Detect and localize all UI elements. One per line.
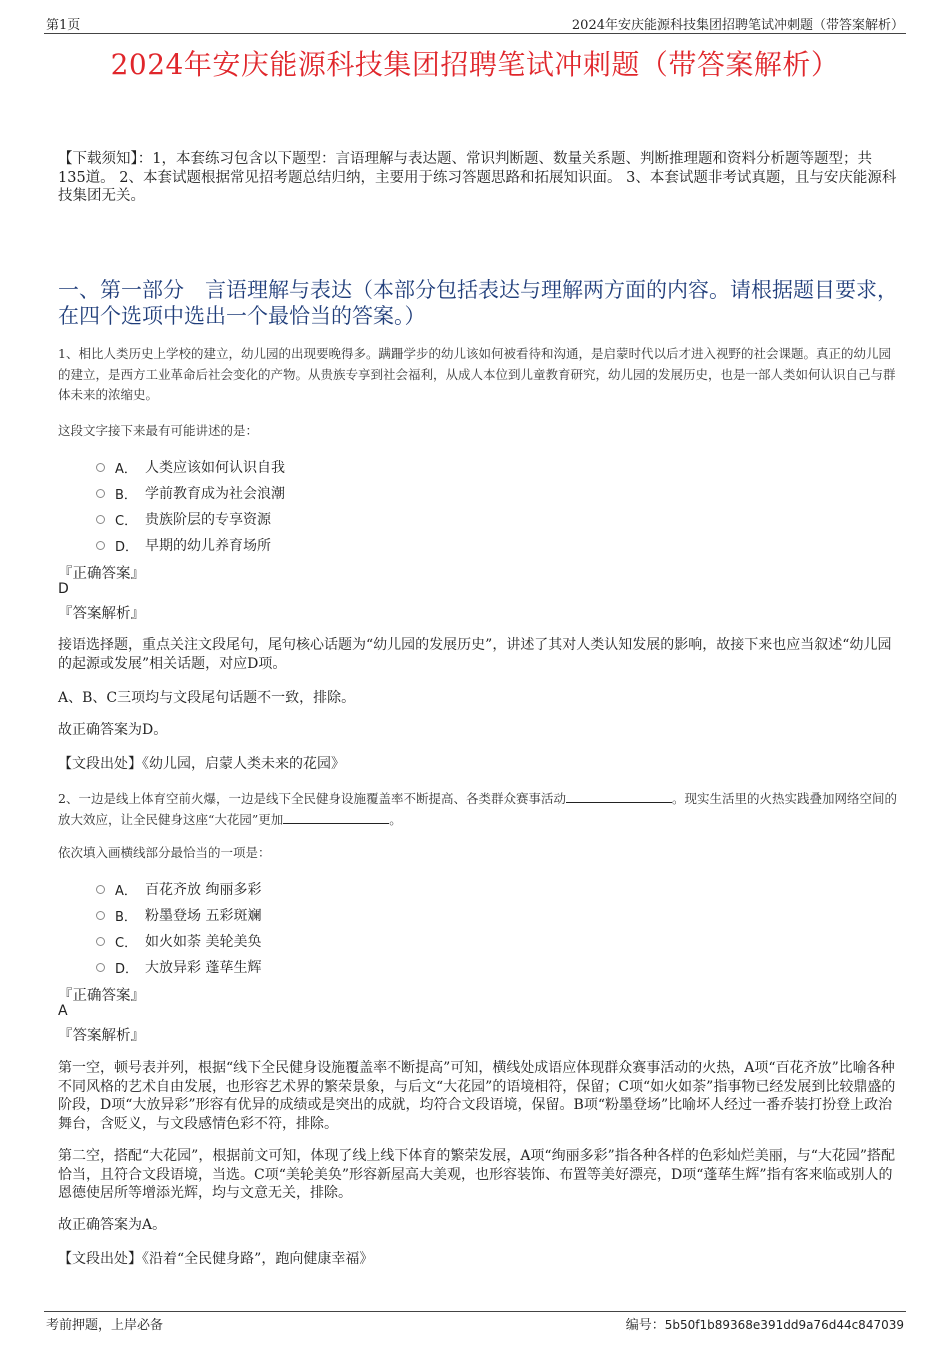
q2-prompt: 依次填入画横线部分最恰当的一项是： <box>58 845 271 860</box>
q1-analysis-3: 故正确答案为D。 <box>58 722 168 738</box>
q2-analysis-2: 第二空，搭配“大花园”，根据前文可知，体现了线上线下体育的繁荣发展，A项“绚丽多彩”指各种各样的色彩灿烂美丽，与“大花园”搭配恰当，且符合文段语境，当选。C项“美轮美奂”形容新屋高大美观，也形容装饰、布置等美好漂亮，D项“蓬荜生辉”指有客来临或别人的恩德使居所等增添光辉，均与文意无关，排除。 <box>58 1148 896 1201</box>
footer-slogan: 考前押题，上岸必备 <box>46 1318 164 1333</box>
footer-divider <box>44 1311 906 1312</box>
q1-option-d[interactable]: D． 早期的幼儿养育场所 <box>96 535 271 555</box>
q1-correct-answer: D <box>58 581 69 597</box>
q2-option-a[interactable]: A． 百花齐放 绚丽多彩 <box>96 879 261 899</box>
q1-source: 【文段出处】《幼儿园，启蒙人类未来的花园》 <box>58 756 345 772</box>
q2-stem: 2、一边是线上体育空前火爆，一边是线下全民健身设施覆盖率不断提高、各类群众赛事活动 。现实生活里的火热实践叠加网络空间的放大效应，让全民健身这座“大花园”更加 。 <box>58 791 897 827</box>
q2-source: 【文段出处】《沿着“全民健身路”，跑向健康幸福》 <box>58 1251 374 1267</box>
q2-correct-answer: A <box>58 1003 68 1019</box>
radio-icon[interactable] <box>96 515 105 524</box>
radio-icon[interactable] <box>96 937 105 946</box>
q1-analysis-1: 接语选择题，重点关注文段尾句，尾句核心话题为“幼儿园的发展历史”，讲述了其对人类认知发展的影响，故接下来也应当叙述“幼儿园的起源或发展”相关话题，对应D项。 <box>58 637 892 672</box>
download-notice: 【下载须知】：1，本套练习包含以下题型：言语理解与表达题、常识判断题、数量关系题、判断推理题和资料分析题等题型；共135道。 2、本套试题根据常见招考题总结归纳，主要用于练习答题思路和拓展知识面。 3、本套试题非考试真题，且与安庆能源科技集团无关。 <box>58 151 897 204</box>
q2-correct-label: 『正确答案』 <box>58 988 145 1004</box>
q2-analysis-label: 『答案解析』 <box>58 1028 145 1044</box>
footer-doc-code: 编号：5b50f1b89368e391dd9a76d44c847039 <box>625 1318 904 1333</box>
q2-option-b[interactable]: B． 粉墨登场 五彩斑斓 <box>96 905 261 925</box>
q2-option-d[interactable]: D． 大放异彩 蓬荜生辉 <box>96 957 261 977</box>
radio-icon[interactable] <box>96 541 105 550</box>
page-number: 第1页 <box>46 18 81 33</box>
answer-blank <box>283 811 389 824</box>
q2-analysis-3: 故正确答案为A。 <box>58 1217 167 1233</box>
q1-option-b[interactable]: B． 学前教育成为社会浪潮 <box>96 483 285 503</box>
radio-icon[interactable] <box>96 489 105 498</box>
q1-option-a[interactable]: A． 人类应该如何认识自我 <box>96 457 285 477</box>
radio-icon[interactable] <box>96 463 105 472</box>
radio-icon[interactable] <box>96 963 105 972</box>
q1-analysis-2: A、B、C三项均与文段尾句话题不一致，排除。 <box>58 690 356 706</box>
header-divider <box>44 33 906 34</box>
page-title: 2024年安庆能源科技集团招聘笔试冲刺题（带答案解析） <box>110 48 840 81</box>
header-doc-title: 2024年安庆能源科技集团招聘笔试冲刺题（带答案解析） <box>571 18 904 33</box>
q1-correct-label: 『正确答案』 <box>58 566 145 582</box>
radio-icon[interactable] <box>96 911 105 920</box>
q1-option-c[interactable]: C． 贵族阶层的专享资源 <box>96 509 271 529</box>
radio-icon[interactable] <box>96 885 105 894</box>
section-heading: 一、第一部分 言语理解与表达（本部分包括表达与理解两方面的内容。请根据题目要求，在四个选项中选出一个最恰当的答案。） <box>58 278 898 328</box>
q1-prompt: 这段文字接下来最有可能讲述的是： <box>58 423 259 438</box>
q2-analysis-1: 第一空，顿号表并列，根据“线下全民健身设施覆盖率不断提高”可知，横线处成语应体现群众赛事活动的火热，A项“百花齐放”比喻各种不同风格的艺术自由发展，也形容艺术界的繁荣景象，与后文“大花园”的语境相符，保留；C项“如火如荼”指事物已经发展到比较鼎盛的阶段，D项“大放异彩”形容有优异的成绩或是突出的成就，均符合文段语境，保留。B项“粉墨登场”比喻坏人经过一番乔装打扮登上政治舞台，含贬义，与文段感情色彩不符，排除。 <box>58 1060 896 1132</box>
q1-stem: 1、相比人类历史上学校的建立，幼儿园的出现要晚得多。蹒跚学步的幼儿该如何被看待和沟通，是启蒙时代以后才进入视野的社会课题。真正的幼儿园的建立，是西方工业革命后社会变化的产物。从贵族专享到社会福利，从成人本位到儿童教育研究，幼儿园的发展历史，也是一部人类如何认识自己与群体未来的浓缩史。 <box>58 346 896 402</box>
answer-blank <box>566 790 672 803</box>
q1-analysis-label: 『答案解析』 <box>58 606 145 622</box>
q2-option-c[interactable]: C． 如火如荼 美轮美奂 <box>96 931 261 951</box>
